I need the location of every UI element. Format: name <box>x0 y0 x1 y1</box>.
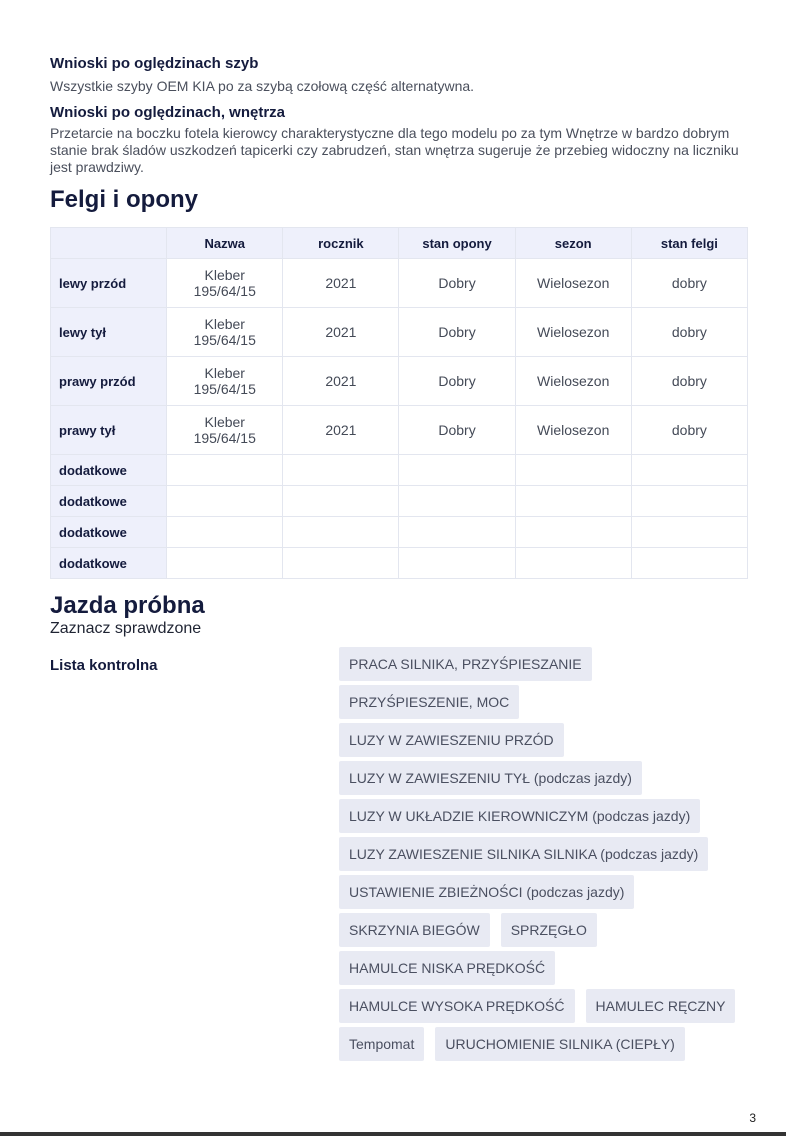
empty-cell <box>399 486 515 517</box>
tire-name-cell <box>167 308 283 357</box>
empty-cell <box>399 548 515 579</box>
year-cell: 2021 <box>283 259 399 308</box>
empty-cell <box>631 486 747 517</box>
empty-cell <box>399 455 515 486</box>
empty-cell <box>283 486 399 517</box>
tire-brand: Kleber <box>204 267 245 283</box>
empty-cell <box>283 517 399 548</box>
year-cell: 2021 <box>283 406 399 455</box>
tire-condition-cell: Dobry <box>399 406 515 455</box>
windows-conclusions-heading: Wnioski po oględzinach szyb <box>50 55 259 72</box>
row-label: dodatkowe <box>51 517 167 548</box>
empty-cell <box>167 517 283 548</box>
checklist-chip[interactable]: PRACA SILNIKA, PRZYŚPIESZANIE <box>339 647 592 681</box>
empty-cell <box>167 548 283 579</box>
tire-name-cell <box>167 406 283 455</box>
checklist-chip[interactable]: Tempomat <box>339 1027 424 1061</box>
empty-cell <box>631 548 747 579</box>
row-label: lewy tył <box>51 308 167 357</box>
empty-cell <box>167 486 283 517</box>
bottom-divider <box>0 1132 786 1136</box>
year-cell: 2021 <box>283 308 399 357</box>
checklist-chip[interactable]: HAMULCE NISKA PRĘDKOŚĆ <box>339 951 555 985</box>
empty-cell <box>515 548 631 579</box>
season-cell: Wielosezon <box>515 406 631 455</box>
report-page <box>50 54 748 1052</box>
table-row <box>51 486 748 517</box>
tire-name-cell <box>167 357 283 406</box>
checklist-label: Lista kontrolna <box>50 657 158 674</box>
tire-brand: Kleber <box>204 414 245 430</box>
row-label: prawy przód <box>51 357 167 406</box>
rims-tires-title: Felgi i opony <box>50 186 198 213</box>
table-row <box>51 357 748 406</box>
rims-tires-table <box>50 227 748 579</box>
empty-cell <box>631 455 747 486</box>
column-header-year: rocznik <box>283 228 399 259</box>
season-cell: Wielosezon <box>515 259 631 308</box>
table-row <box>51 259 748 308</box>
table-row <box>51 455 748 486</box>
tire-name-cell <box>167 259 283 308</box>
test-drive-title: Jazda próbna <box>50 592 205 619</box>
tire-condition-cell: Dobry <box>399 308 515 357</box>
rim-condition-cell: dobry <box>631 406 747 455</box>
tire-condition-cell: Dobry <box>399 259 515 308</box>
tire-size: 195/64/15 <box>193 283 256 299</box>
empty-cell <box>283 548 399 579</box>
column-header-rim-condition: stan felgi <box>631 228 747 259</box>
checklist-chip[interactable]: PRZYŚPIESZENIE, MOC <box>339 685 519 719</box>
column-header-name: Nazwa <box>167 228 283 259</box>
checklist-chip[interactable]: LUZY ZAWIESZENIE SILNIKA SILNIKA (podczas jazdy) <box>339 837 708 871</box>
tire-size: 195/64/15 <box>193 381 256 397</box>
checklist-chip[interactable]: SPRZĘGŁO <box>501 913 597 947</box>
column-header-season: sezon <box>515 228 631 259</box>
row-label: dodatkowe <box>51 548 167 579</box>
empty-cell <box>515 455 631 486</box>
year-cell: 2021 <box>283 357 399 406</box>
tire-size: 195/64/15 <box>193 332 256 348</box>
rim-condition-cell: dobry <box>631 357 747 406</box>
test-drive-subtitle: Zaznacz sprawdzone <box>50 620 202 637</box>
column-header-corner <box>51 228 167 259</box>
tire-brand: Kleber <box>204 365 245 381</box>
interior-conclusions-heading: Wnioski po oględzinach, wnętrza <box>50 104 286 121</box>
empty-cell <box>399 517 515 548</box>
checklist-chip[interactable]: LUZY W ZAWIESZENIU TYŁ (podczas jazdy) <box>339 761 642 795</box>
column-header-tire-condition: stan opony <box>399 228 515 259</box>
season-cell: Wielosezon <box>515 357 631 406</box>
empty-cell <box>631 517 747 548</box>
checklist-chip[interactable]: SKRZYNIA BIEGÓW <box>339 913 490 947</box>
checklist-chip[interactable]: USTAWIENIE ZBIEŻNOŚCI (podczas jazdy) <box>339 875 634 909</box>
row-label: dodatkowe <box>51 486 167 517</box>
checklist-chip[interactable]: LUZY W UKŁADZIE KIEROWNICZYM (podczas jazdy) <box>339 799 700 833</box>
empty-cell <box>283 455 399 486</box>
tire-size: 195/64/15 <box>193 430 256 446</box>
empty-cell <box>515 486 631 517</box>
checklist-chip[interactable]: HAMULEC RĘCZNY <box>586 989 736 1023</box>
row-label: lewy przód <box>51 259 167 308</box>
checklist-chip[interactable]: HAMULCE WYSOKA PRĘDKOŚĆ <box>339 989 575 1023</box>
table-row <box>51 406 748 455</box>
row-label: prawy tył <box>51 406 167 455</box>
rim-condition-cell: dobry <box>631 259 747 308</box>
checklist-chips <box>339 647 748 1065</box>
checklist-chip[interactable]: LUZY W ZAWIESZENIU PRZÓD <box>339 723 564 757</box>
table-header-row <box>51 228 748 259</box>
interior-conclusions-text: Przetarcie na boczku fotela kierowcy charakterystyczne dla tego modelu po za tym Wnętrze w bardzo dobrym stanie brak śladów uszkodzeń tapicerki czy zabrudzeń, stan wnętrza sugeruje że przebieg widoczny na liczniku jest prawdziwy. <box>50 125 739 175</box>
table-row <box>51 548 748 579</box>
row-label: dodatkowe <box>51 455 167 486</box>
empty-cell <box>515 517 631 548</box>
table-row <box>51 308 748 357</box>
windows-conclusions-text: Wszystkie szyby OEM KIA po za szybą czołową część alternatywna. <box>50 78 475 94</box>
season-cell: Wielosezon <box>515 308 631 357</box>
empty-cell <box>167 455 283 486</box>
rim-condition-cell: dobry <box>631 308 747 357</box>
checklist-chip[interactable]: URUCHOMIENIE SILNIKA (CIEPŁY) <box>435 1027 685 1061</box>
page-number: 3 <box>749 1111 756 1125</box>
table-row <box>51 517 748 548</box>
tire-condition-cell: Dobry <box>399 357 515 406</box>
tire-brand: Kleber <box>204 316 245 332</box>
